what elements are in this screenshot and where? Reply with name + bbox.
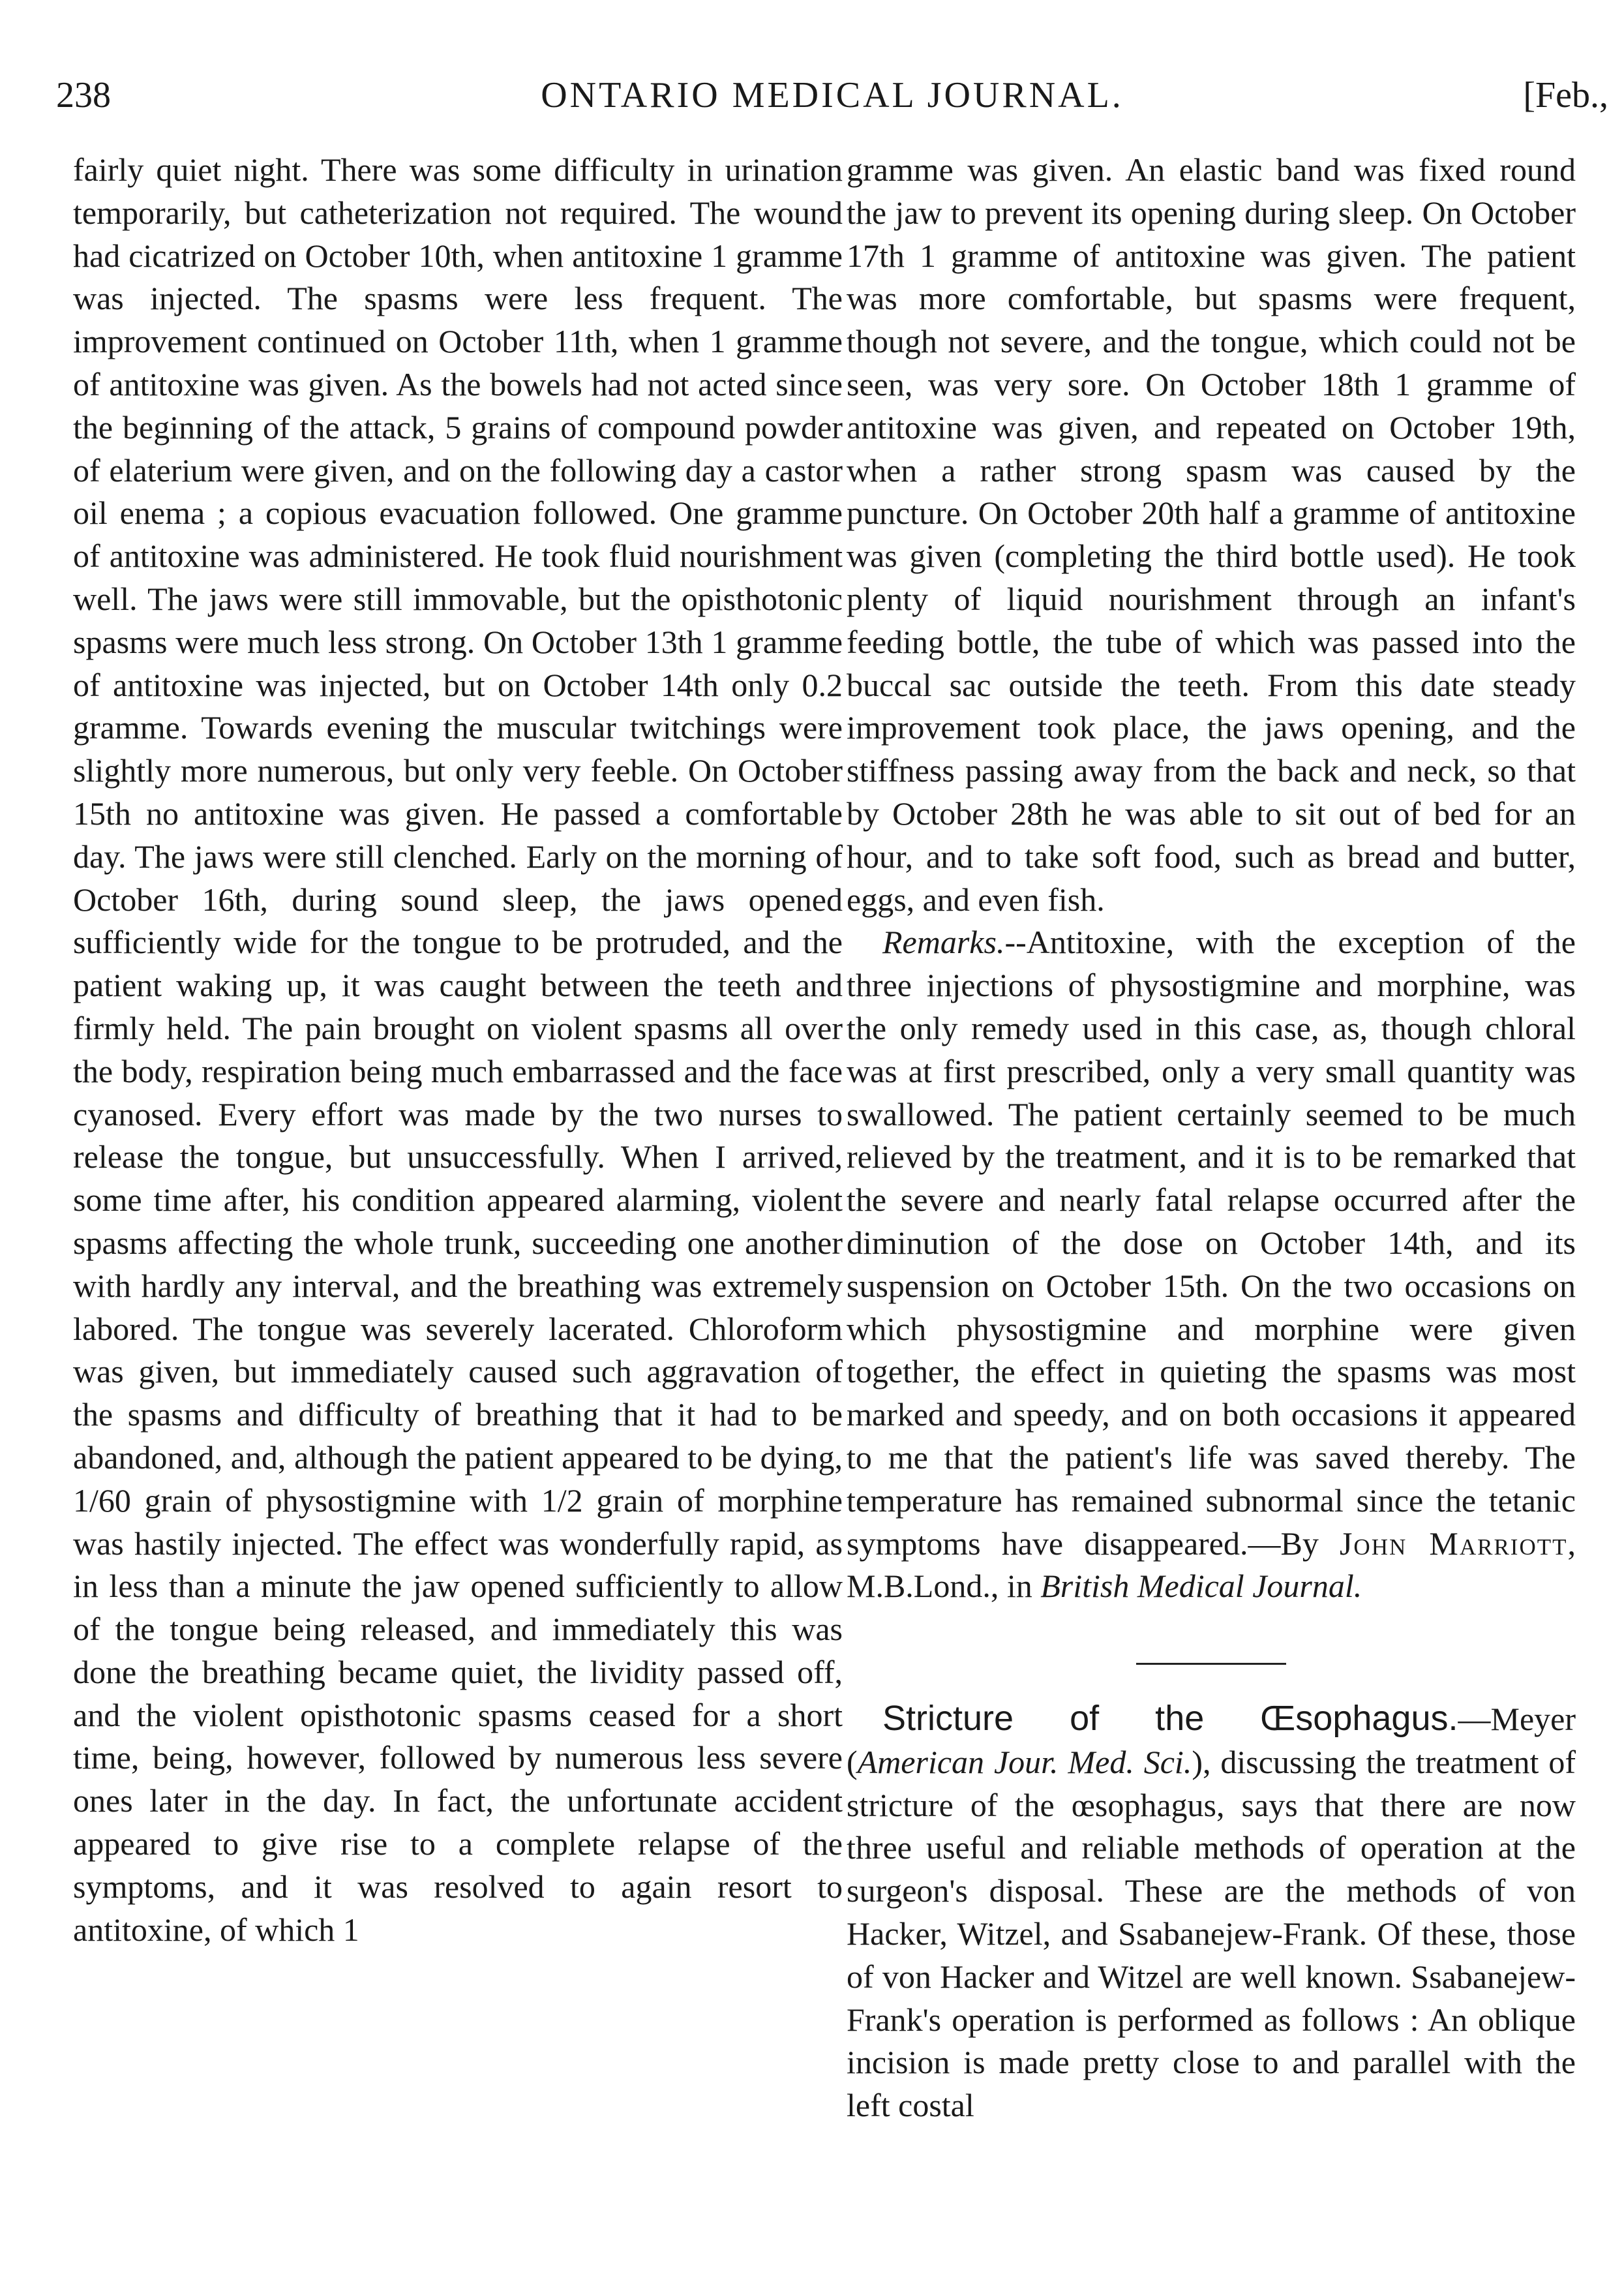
issue-month: [Feb., <box>1523 75 1608 115</box>
section-author: —Meyer ( <box>847 1701 1576 1780</box>
remarks-label: Remarks. <box>882 924 1005 961</box>
page-number: 238 <box>56 75 111 115</box>
section-divider <box>1136 1663 1286 1665</box>
remarks-text: --Antitoxine, with the exception of the three injections of physostigmine and morphine, was the only remedy used in this case, as, though chloral was at first prescribed, only a very small quantity was swallowed. The patient certainly seemed to be much relieved by the treatment, and it is to be remarked that the severe and nearly fatal relapse occurred after the diminution of the dose on October 14th, and its suspension on October 15th. On the two occasions on which physostigmine and morphine were given together, the effect in quieting the spasms was most marked and speedy, and on both occasions it appeared to me that the patient's life was saved thereby. The temperature has remained subnormal since the tetanic symptoms have disappeared.—By <box>847 924 1576 1562</box>
author-credentials: , M.B.Lond., in <box>847 1525 1576 1605</box>
oesophagus-article <box>847 1697 1576 2127</box>
section-citation: American Jour. Med. Sci. <box>857 1743 1192 1780</box>
case-report-continuation: fairly quiet night. There was some difficulty in urination temporarily, but catheterization not required. The wound had cicatrized on October 10th, when antitoxine 1 gramme was injected. The spasms were less frequent. The improvement continued on October 11th, when 1 gramme of antitoxine was given. As the bowels had not acted since the beginning of the attack, 5 grains of compound powder of elaterium were given, and on the following day a castor oil enema ; a copious evacuation followed. One gramme of antitoxine was administered. He took fluid nourishment well. The jaws were still immovable, but the opisthotonic spasms were much less strong. On October 13th 1 gramme of antitoxine was injected, but on October 14th only 0.2 gramme. Towards evening the muscular twitchings were slightly more numerous, but only very feeble. On October 15th no antitoxine was given. He passed a comfortable day. The jaws were still clenched. Early on the morning of October 16th, during sound sleep, the jaws opened sufficiently wide for the tongue to be protruded, and the patient waking up, it was caught between the teeth and firmly held. The pain brought on violent spasms all over the body, respiration being much embarrassed and the face cyanosed. Every effort was made by the two nurses to release the tongue, but unsuccessfully. When I arrived, some time after, his condition appeared alarming, violent spasms affecting the whole trunk, succeeding one another with hardly any interval, and the breathing was extremely labored. The tongue was severely lacerated. Chloroform was given, but immediately caused such aggravation of the spasms and difficulty of breathing that it had to be abandoned, and, although the patient appeared to be dying, 1/60 grain of physostigmine with 1/2 grain of morphine was hastily injected. The effect was wonderfully rapid, as in less than a minute the jaw opened sufficiently to allow of the tongue being released, and immediately this was done the breathing became quiet, the lividity passed off, and the violent opisthotonic spasms ceased for a short time, being, however, followed by numerous less severe ones later in the day. In fact, the unfortunate accident appeared to give rise to a complete relapse of the symptoms, and it was resolved to again resort to antitoxine, of which 1 <box>73 151 843 1948</box>
source-journal: British Medical Journal. <box>1040 1568 1362 1605</box>
page-header <box>56 63 1608 128</box>
right-column <box>847 149 1576 2256</box>
case-report-conclusion: gramme was given. An elastic band was fixed round the jaw to prevent its opening during sleep. On October 17th 1 gramme of antitoxine was given. The patient was more comfortable, but spasms were frequent, though not severe, and the tongue, which could not be seen, was very sore. On October 18th 1 gramme of antitoxine was given, and repeated on October 19th, when a rather strong spasm was caused by the puncture. On October 20th half a gramme of antitoxine was given (completing the third bottle used). He took plenty of liquid nourishment through an infant's feeding bottle, the tube of which was passed into the buccal sac outside the teeth. From this date steady improvement took place, the jaws opening, and the stiffness passing away from the back and neck, so that by October 28th he was able to sit out of bed for an hour, and to take soft food, such as bread and butter, eggs, and even fish. <box>847 151 1576 918</box>
section-text: ), discussing the treatment of stricture of the œsophagus, says that there are now three useful and reliable methods of operation at the surgeon's disposal. These are the methods of von Hacker, Witzel, and Ssabanejew-Frank. Of these, those of von Hacker and Witzel are well known. Ssabanejew-Frank's operation is performed as follows : An oblique incision is made pretty close to and parallel with the left costal <box>847 1743 1576 2124</box>
journal-title: ONTARIO MEDICAL JOURNAL. <box>541 75 1124 115</box>
left-column <box>73 149 843 2256</box>
remarks-paragraph <box>847 921 1576 1608</box>
author-name: John Marriott <box>1339 1525 1568 1562</box>
section-title: Stricture of the Œsophagus. <box>882 1699 1458 1739</box>
